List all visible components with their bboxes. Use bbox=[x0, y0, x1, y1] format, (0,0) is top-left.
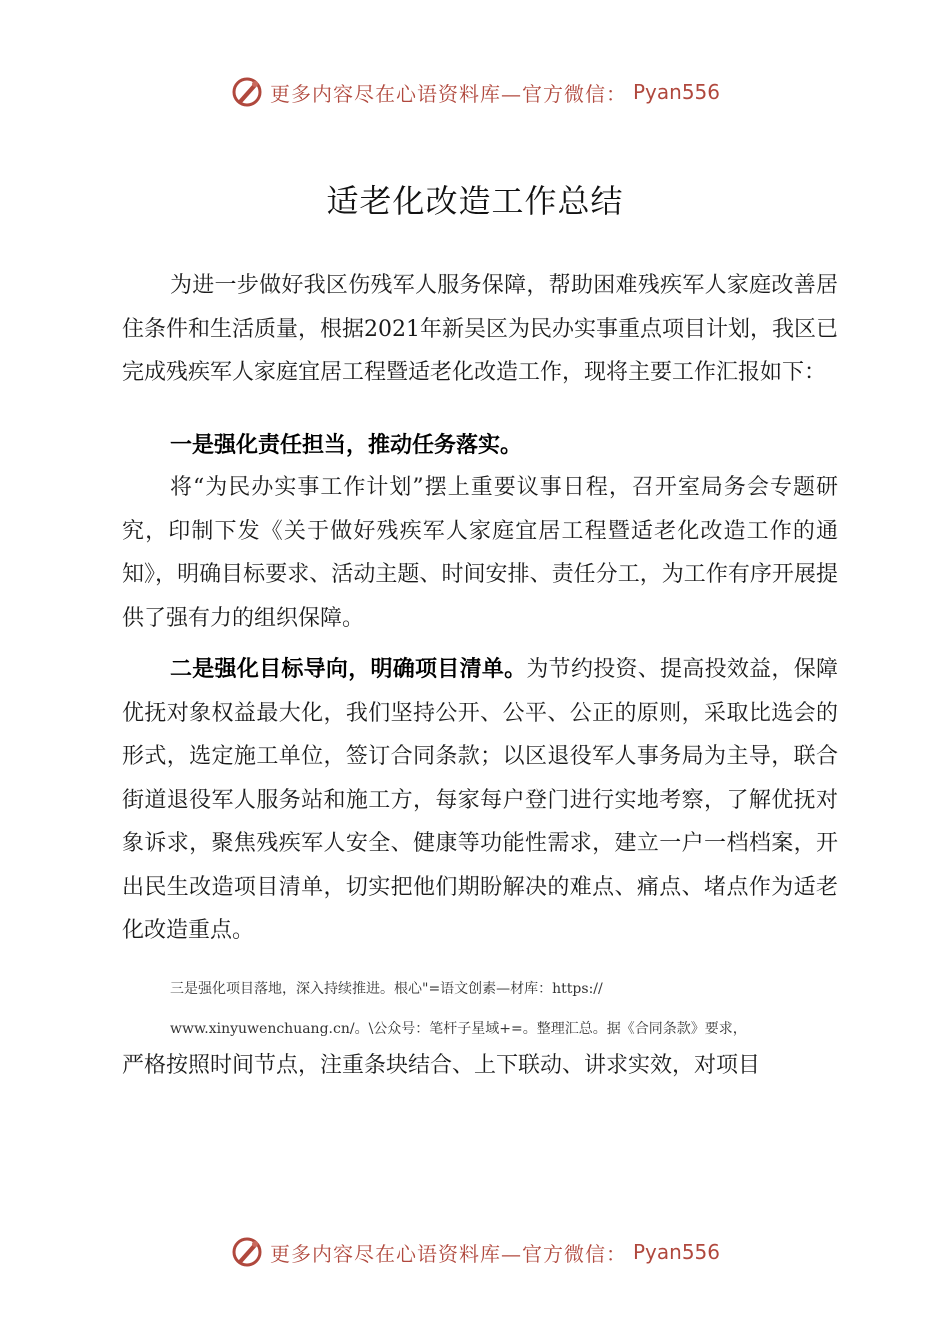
section3-body: 严格按照时间节点，注重条块结合、上下联动、讲求实效，对项目 bbox=[122, 1053, 761, 1078]
page-title: 适老化改造工作总结 bbox=[326, 182, 624, 220]
intro-paragraph: 为进一步做好我区伤残军人服务保障，帮助困难残疾军人家庭改善居住条件和生活质量，根据2021年新吴区为民办实事重点项目计划，我区已完成残疾军人家庭宜居工程暨适老化改造工作，现将主要工作汇报如下： bbox=[122, 273, 838, 385]
section2-paragraph bbox=[122, 648, 838, 953]
small-line-2: www.xinyuwenchuang.cn/。\公众号：笔杆子星域+=。整理汇总。据《合同条款》要求， bbox=[170, 1021, 747, 1037]
brush-logo-icon bbox=[230, 75, 264, 109]
section2-body: 为节约投资、提高投效益，保障优抚对象权益最大化，我们坚持公开、公平、公正的原则，采取比选会的形式，选定施工单位，签订合同条款；以区退役军人事务局为主导，联合街道退役军人服务站和施工方，每家每户登门进行实地考察，了解优抚对象诉求，聚焦残疾军人安全、健康等功能性需求，建立一户一档档案，开出民生改造项目清单，切实把他们期盼解决的难点、痛点、堵点作为适老化改造重点。 bbox=[122, 657, 838, 943]
section1-heading: 一是强化责任担当，推动任务落实。 bbox=[170, 433, 523, 458]
section2-heading: 二是强化目标导向，明确项目清单。 bbox=[170, 657, 527, 682]
section1-heading-line bbox=[122, 424, 838, 468]
section1-body: 将“为民办实事工作计划”摆上重要议事日程，召开室局务会专题研究，印制下发《关于做好残疾军人家庭宜居工程暨适老化改造工作的通知》，明确目标要求、活动主题、时间安排、责任分工，为工作有序开展提供了强有力的组织保障。 bbox=[122, 475, 838, 631]
banner-text: 更多内容尽在心语资料库—官方微信： bbox=[269, 81, 627, 106]
footer-banner bbox=[0, 1232, 950, 1272]
banner-text: 更多内容尽在心语资料库—官方微信： bbox=[269, 1241, 627, 1266]
banner-wechat-id: Pyan556 bbox=[632, 1240, 720, 1264]
small-line-1: 三是强化项目落地，深入持续推进。根心"=语文创素—材库：https:// bbox=[170, 981, 603, 997]
header-banner bbox=[0, 72, 950, 112]
brush-logo-icon bbox=[230, 1235, 264, 1269]
banner-wechat-id: Pyan556 bbox=[632, 80, 720, 104]
